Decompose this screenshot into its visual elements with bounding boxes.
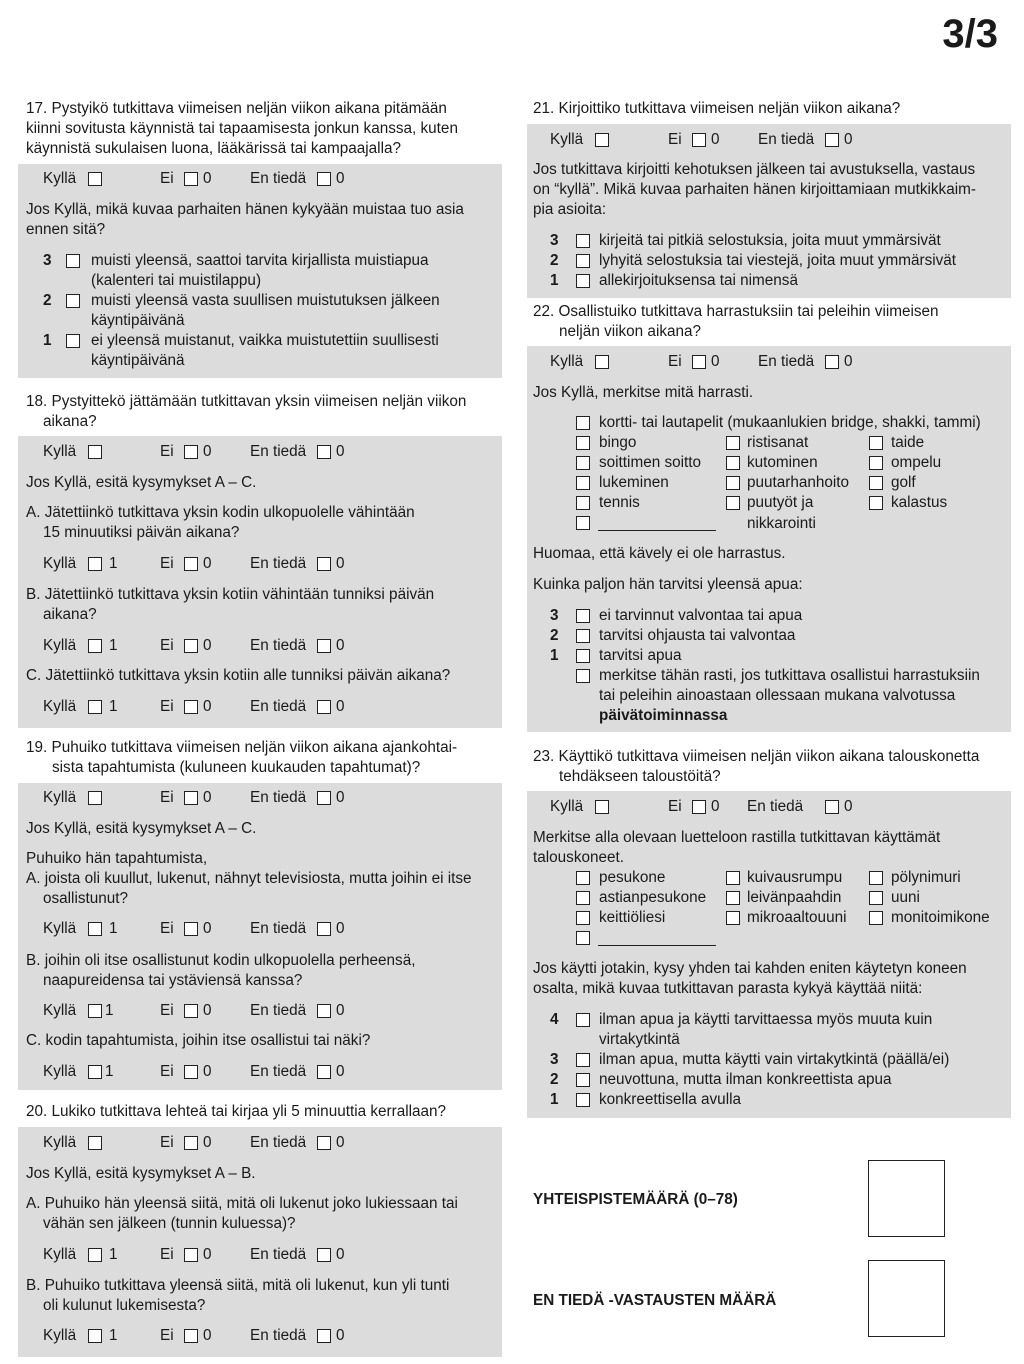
q21-no-score: 0 [711, 131, 720, 148]
q17-line1: 17. Pystyikö tutkittava viimeisen neljän viikon aikana pitämään [26, 100, 447, 117]
q19b-yes-checkbox[interactable] [88, 1004, 102, 1018]
q20a-no-score: 0 [203, 1246, 212, 1263]
q17-no-checkbox[interactable] [184, 172, 198, 186]
hobby-tennis-label: tennis [599, 494, 640, 511]
q23-option4-line1: ilman apua ja käytti tarvittaessa myös muuta kuin [599, 1011, 933, 1028]
q19a-yes-score: 1 [109, 920, 118, 937]
q22-dontknow-checkbox[interactable] [825, 355, 839, 369]
appliance-stove-label: keittiöliesi [599, 909, 666, 926]
q19-dontknow-label: En tiedä [250, 789, 307, 806]
appliance-robot-label: monitoimikone [891, 909, 990, 926]
q23-dontknow-checkbox[interactable] [825, 800, 839, 814]
q22-option2-checkbox[interactable] [576, 629, 590, 643]
q22-yes-label: Kyllä [550, 353, 584, 370]
hobby-cards-checkbox[interactable] [576, 416, 590, 430]
q19b-yes-score: 1 [105, 1002, 114, 1019]
q19-no-score: 0 [203, 789, 212, 806]
q17-dontknow-score: 0 [336, 170, 345, 187]
q20b-dontknow-score: 0 [336, 1327, 345, 1344]
q19-c-line1: C. kodin tapahtumista, joihin itse osallistui tai näki? [26, 1032, 371, 1049]
appliance-washer-checkbox[interactable] [576, 871, 590, 885]
q23-option4-line2: virtakytkintä [599, 1031, 680, 1048]
appliance-other-field[interactable] [598, 945, 716, 946]
q19-line2: sista tapahtumista (kuluneen kuukauden tapahtumat)? [52, 759, 421, 776]
q21-followup-line1: Jos tutkittava kirjoitti kehotuksen jälkeen tai avustuksella, vastaus [533, 161, 976, 178]
q19a-yes-label: Kyllä [43, 920, 77, 937]
q17-option1-line1: ei yleensä muistanut, vaikka muistutettiin suullisesti [91, 332, 439, 349]
q20-a-line1: A. Puhuiko hän yleensä siitä, mitä oli lukenut joko lukiessaan tai [26, 1195, 458, 1212]
hobby-crossword-checkbox[interactable] [726, 436, 740, 450]
q17-option3-line1: muisti yleensä, saattoi tarvita kirjallista muistiapua [91, 252, 429, 269]
hobby-reading-checkbox[interactable] [576, 476, 590, 490]
q20a-dontknow-score: 0 [336, 1246, 345, 1263]
q23-option1-checkbox[interactable] [576, 1093, 590, 1107]
q21-yes-label: Kyllä [550, 131, 584, 148]
q21-yes-checkbox[interactable] [595, 133, 609, 147]
q19c-no-checkbox[interactable] [184, 1065, 198, 1079]
q23-option2-label: neuvottuna, mutta ilman konkreettista apua [599, 1071, 892, 1088]
q18c-dontknow-checkbox[interactable] [317, 700, 331, 714]
q23-line2: tehdäkseen taloustöitä? [559, 768, 721, 785]
q20a-yes-score: 1 [109, 1246, 118, 1263]
q17-yes-label: Kyllä [43, 170, 77, 187]
hobby-cards-label: kortti- tai lautapelit (mukaanlukien bridge, shakki, tammi) [599, 414, 981, 431]
q22-no-checkbox[interactable] [692, 355, 706, 369]
q18a-yes-checkbox[interactable] [88, 557, 102, 571]
q21-dontknow-label: En tiedä [758, 131, 815, 148]
q18a-no-checkbox[interactable] [184, 557, 198, 571]
q19b-dontknow-label: En tiedä [250, 1002, 307, 1019]
q22-dontknow-score: 0 [844, 353, 853, 370]
appliance-robot-checkbox[interactable] [869, 911, 883, 925]
q23-no-checkbox[interactable] [692, 800, 706, 814]
q18b-no-label: Ei [160, 637, 174, 654]
q20-line1: 20. Lukiko tutkittava lehteä tai kirjaa yli 5 minuuttia kerrallaan? [26, 1103, 447, 1120]
q22-option1-checkbox[interactable] [576, 649, 590, 663]
q21-followup-line2: on “kyllä”. Mikä kuvaa parhaiten hänen kirjoittamiaan mutkikkaim- [533, 181, 976, 198]
q19-intro: Puhuiko hän tapahtumista, [26, 850, 208, 867]
q20-no-label: Ei [160, 1134, 174, 1151]
appliance-oven-checkbox[interactable] [869, 891, 883, 905]
q18b-dontknow-score: 0 [336, 637, 345, 654]
q21-no-checkbox[interactable] [692, 133, 706, 147]
q23-followup-line2: talouskoneet. [533, 849, 624, 866]
q18b-dontknow-label: En tiedä [250, 637, 307, 654]
q20a-yes-label: Kyllä [43, 1246, 77, 1263]
q17-no-score: 0 [203, 170, 212, 187]
q22-line1: 22. Osallistuiko tutkittava harrastuksiin tai peleihin viimeisen [533, 303, 939, 320]
q18-line2: aikana? [43, 413, 97, 430]
q19c-no-score: 0 [203, 1063, 212, 1080]
q20-a-line2: vähän sen jälkeen (tunnin kuluessa)? [43, 1215, 296, 1232]
q17-no-label: Ei [160, 170, 174, 187]
q18c-no-checkbox[interactable] [184, 700, 198, 714]
appliance-oven-label: uuni [891, 889, 920, 906]
q22-supervised-line2: tai peleihin ainoastaan ollessaan mukana valvotussa [599, 687, 956, 704]
hobby-sewing-label: ompelu [891, 454, 942, 471]
q22-option3-checkbox[interactable] [576, 609, 590, 623]
appliance-stove-checkbox[interactable] [576, 911, 590, 925]
q21-line1: 21. Kirjoittiko tutkittava viimeisen neljän viikon aikana? [533, 100, 901, 117]
q17-option1-checkbox[interactable] [66, 334, 80, 348]
hobby-crossword-label: ristisanat [747, 434, 809, 451]
hobby-woodwork-checkbox[interactable] [726, 496, 740, 510]
q20a-no-label: Ei [160, 1246, 174, 1263]
q18b-yes-checkbox[interactable] [88, 639, 102, 653]
q20-b-line2: oli kulunut lukemisesta? [43, 1297, 206, 1314]
appliance-toaster-label: leivänpaahdin [747, 889, 842, 906]
q18c-yes-checkbox[interactable] [88, 700, 102, 714]
q20b-no-label: Ei [160, 1327, 174, 1344]
appliance-dryer-label: kuivausrumpu [747, 869, 843, 886]
q20b-yes-label: Kyllä [43, 1327, 77, 1344]
q19b-no-score: 0 [203, 1002, 212, 1019]
q18a-yes-label: Kyllä [43, 555, 77, 572]
q20-dontknow-label: En tiedä [250, 1134, 307, 1151]
q20b-dontknow-label: En tiedä [250, 1327, 307, 1344]
hobby-fishing-label: kalastus [891, 494, 948, 511]
q19a-no-score: 0 [203, 920, 212, 937]
q17-line2: kiinni sovitusta käynnistä tai tapaamisesta jonkun kanssa, kuten [26, 120, 458, 137]
appliance-washer-label: pesukone [599, 869, 666, 886]
q19c-dontknow-checkbox[interactable] [317, 1065, 331, 1079]
q23-line1: 23. Käyttikö tutkittava viimeisen neljän viikon aikana talouskonetta [533, 748, 980, 765]
q18-no-score: 0 [203, 443, 212, 460]
dontknow-count-label: EN TIEDÄ -VASTAUSTEN MÄÄRÄ [533, 1292, 777, 1309]
q20-yes-checkbox[interactable] [88, 1136, 102, 1150]
q23-option4-checkbox[interactable] [576, 1013, 590, 1027]
q18b-yes-label: Kyllä [43, 637, 77, 654]
q19c-yes-score: 1 [105, 1063, 114, 1080]
q17-option2-checkbox[interactable] [66, 294, 80, 308]
q18a-yes-score: 1 [109, 555, 118, 572]
total-score-box[interactable] [868, 1160, 945, 1237]
q22-supervised-line3: päivätoiminnassa [599, 707, 728, 724]
q17-dontknow-label: En tiedä [250, 170, 307, 187]
q22-yes-checkbox[interactable] [595, 355, 609, 369]
q23-dontknow-score: 0 [844, 798, 853, 815]
q19a-yes-checkbox[interactable] [88, 922, 102, 936]
q19b-dontknow-score: 0 [336, 1002, 345, 1019]
hobby-tennis-checkbox[interactable] [576, 496, 590, 510]
q23-guidance-line1: Jos käytti jotakin, kysy yhden tai kahden eniten käytetyn koneen [533, 960, 967, 977]
hobby-garden-label: puutarhanhoito [747, 474, 850, 491]
hobby-woodwork-label2: nikkarointi [747, 515, 816, 532]
q17-dontknow-checkbox[interactable] [317, 172, 331, 186]
q18-ifyes: Jos Kyllä, esitä kysymykset A – C. [26, 474, 257, 491]
q21-dontknow-score: 0 [844, 131, 853, 148]
q19a-no-checkbox[interactable] [184, 922, 198, 936]
hobby-golf-label: golf [891, 474, 916, 491]
q19-a-line1: A. joista oli kuullut, lukenut, nähnyt televisiosta, mutta joihin ei itse [26, 870, 472, 887]
q22-ifyes: Jos Kyllä, merkitse mitä harrasti. [533, 384, 754, 401]
q20a-dontknow-checkbox[interactable] [317, 1248, 331, 1262]
q18a-dontknow-checkbox[interactable] [317, 557, 331, 571]
total-score-label: YHTEISPISTEMÄÄRÄ (0–78) [533, 1191, 738, 1208]
q18-no-checkbox[interactable] [184, 445, 198, 459]
hobby-woodwork-label1: puutyöt ja [747, 494, 814, 511]
q17-line3: käynnistä sukulaisen luona, lääkärissä tai kampaajalla? [26, 140, 401, 157]
q19-ifyes: Jos Kyllä, esitä kysymykset A – C. [26, 820, 257, 837]
q20a-yes-checkbox[interactable] [88, 1248, 102, 1262]
q22-no-score: 0 [711, 353, 720, 370]
q23-yes-label: Kyllä [550, 798, 584, 815]
hobby-sewing-checkbox[interactable] [869, 456, 883, 470]
q20-no-score: 0 [203, 1134, 212, 1151]
q17-followup-line1: Jos Kyllä, mikä kuvaa parhaiten hänen kykyään muistaa tuo asia [26, 201, 464, 218]
q22-supervised-line1: merkitse tähän rasti, jos tutkittava osallistui harrastuksiin [599, 667, 980, 684]
q18c-yes-label: Kyllä [43, 698, 77, 715]
q22-help-question: Kuinka paljon hän tarvitsi yleensä apua: [533, 576, 803, 593]
q18-dontknow-checkbox[interactable] [317, 445, 331, 459]
dontknow-count-box[interactable] [868, 1260, 945, 1337]
hobby-music-label: soittimen soitto [599, 454, 702, 471]
q21-option1-label: allekirjoituksensa tai nimensä [599, 272, 798, 289]
q18-yes-checkbox[interactable] [88, 445, 102, 459]
q18-c-line1: C. Jätettiinkö tutkittava yksin kotiin alle tunniksi päivän aikana? [26, 667, 451, 684]
appliance-other-checkbox[interactable] [576, 931, 590, 945]
q19a-dontknow-label: En tiedä [250, 920, 307, 937]
q19-no-checkbox[interactable] [184, 791, 198, 805]
q19-yes-label: Kyllä [43, 789, 77, 806]
q21-option3-checkbox[interactable] [576, 234, 590, 248]
q21-no-label: Ei [668, 131, 682, 148]
hobby-garden-checkbox[interactable] [726, 476, 740, 490]
q18c-no-label: Ei [160, 698, 174, 715]
q22-option2-label: tarvitsi ohjausta tai valvontaa [599, 627, 796, 644]
appliance-vacuum-label: pölynimuri [891, 869, 961, 886]
appliance-dishwasher-checkbox[interactable] [576, 891, 590, 905]
q19b-no-label: Ei [160, 1002, 174, 1019]
q20-b-line1: B. Puhuiko tutkittava yleensä siitä, mitä oli lukenut, kun yli tunti [26, 1277, 450, 1294]
q19c-yes-label: Kyllä [43, 1063, 77, 1080]
q21-dontknow-checkbox[interactable] [825, 133, 839, 147]
q21-option2-label: lyhyitä selostuksia tai viestejä, joita muut ymmärsivät [599, 252, 957, 269]
hobby-other-field[interactable] [598, 530, 716, 531]
q17-option2-line2: käyntipäivänä [91, 312, 185, 329]
q22-note: Huomaa, että kävely ei ole harrastus. [533, 545, 786, 562]
q18a-no-score: 0 [203, 555, 212, 572]
q19-a-line2: osallistunut? [43, 890, 129, 907]
q22-option1-label: tarvitsi apua [599, 647, 682, 664]
q19-dontknow-checkbox[interactable] [317, 791, 331, 805]
q18a-dontknow-label: En tiedä [250, 555, 307, 572]
q22-line2: neljän viikon aikana? [559, 323, 702, 340]
q19a-dontknow-score: 0 [336, 920, 345, 937]
q18c-dontknow-label: En tiedä [250, 698, 307, 715]
q18-dontknow-score: 0 [336, 443, 345, 460]
q19-b-line2: naapureidensa tai ystäviensä kanssa? [43, 972, 303, 989]
q18-dontknow-label: En tiedä [250, 443, 307, 460]
q19b-no-checkbox[interactable] [184, 1004, 198, 1018]
hobby-fishing-checkbox[interactable] [869, 496, 883, 510]
q18a-no-label: Ei [160, 555, 174, 572]
q18-no-label: Ei [160, 443, 174, 460]
q18a-dontknow-score: 0 [336, 555, 345, 572]
appliance-toaster-checkbox[interactable] [726, 891, 740, 905]
q23-option2-checkbox[interactable] [576, 1073, 590, 1087]
q20-dontknow-checkbox[interactable] [317, 1136, 331, 1150]
q19b-dontknow-checkbox[interactable] [317, 1004, 331, 1018]
q21-option2-checkbox[interactable] [576, 254, 590, 268]
q23-dontknow-label: En tiedä [747, 798, 804, 815]
q19b-yes-label: Kyllä [43, 1002, 77, 1019]
q17-option1-line2: käyntipäivänä [91, 352, 185, 369]
q19-line1: 19. Puhuiko tutkittava viimeisen neljän viikon aikana ajankohtai- [26, 739, 458, 756]
q18b-no-score: 0 [203, 637, 212, 654]
q20-ifyes: Jos Kyllä, esitä kysymykset A – B. [26, 1165, 256, 1182]
appliance-microwave-checkbox[interactable] [726, 911, 740, 925]
q17-option3-checkbox[interactable] [66, 254, 80, 268]
q19-no-label: Ei [160, 789, 174, 806]
q18c-no-score: 0 [203, 698, 212, 715]
q23-no-label: Ei [668, 798, 682, 815]
q20b-yes-checkbox[interactable] [88, 1329, 102, 1343]
q19-dontknow-score: 0 [336, 789, 345, 806]
appliance-microwave-label: mikroaaltouuni [747, 909, 847, 926]
appliance-dishwasher-label: astianpesukone [599, 889, 707, 906]
q21-followup-line3: pia asioita: [533, 201, 607, 218]
q22-option3-label: ei tarvinnut valvontaa tai apua [599, 607, 803, 624]
hobby-art-label: taide [891, 434, 925, 451]
q17-followup-line2: ennen sitä? [26, 221, 106, 238]
q17-yes-checkbox[interactable] [88, 172, 102, 186]
hobby-knitting-checkbox[interactable] [726, 456, 740, 470]
q19c-dontknow-score: 0 [336, 1063, 345, 1080]
q18-a-line2: 15 minuutiksi päivän aikana? [43, 524, 240, 541]
q18b-yes-score: 1 [109, 637, 118, 654]
q20b-dontknow-checkbox[interactable] [317, 1329, 331, 1343]
q20a-no-checkbox[interactable] [184, 1248, 198, 1262]
q23-no-score: 0 [711, 798, 720, 815]
q21-option3-label: kirjeitä tai pitkiä selostuksia, joita muut ymmärsivät [599, 232, 941, 249]
q20-dontknow-score: 0 [336, 1134, 345, 1151]
q20b-yes-score: 1 [109, 1327, 118, 1344]
hobby-other-checkbox[interactable] [576, 516, 590, 530]
hobby-reading-label: lukeminen [599, 474, 669, 491]
q20a-dontknow-label: En tiedä [250, 1246, 307, 1263]
q19-b-line1: B. joihin oli itse osallistunut kodin ulkopuolella perheensä, [26, 952, 416, 969]
q19a-dontknow-checkbox[interactable] [317, 922, 331, 936]
hobby-bingo-label: bingo [599, 434, 637, 451]
q17-option2-line1: muisti yleensä vasta suullisen muistutuksen jälkeen [91, 292, 440, 309]
q18b-dontknow-checkbox[interactable] [317, 639, 331, 653]
q20-yes-label: Kyllä [43, 1134, 77, 1151]
q23-option3-label: ilman apua, mutta käytti vain virtakytkintä (päällä/ei) [599, 1051, 950, 1068]
q18-b-line1: B. Jätettiinkö tutkittava yksin kotiin vähintään tunniksi päivän [26, 586, 435, 603]
q21-option1-checkbox[interactable] [576, 274, 590, 288]
q18-line1: 18. Pystyittekö jättämään tutkittavan yksin viimeisen neljän viikon [26, 393, 467, 410]
q23-guidance-line2: osalta, mikä kuvaa tutkittavan parasta kykyä käyttää niitä: [533, 980, 923, 997]
q18c-yes-score: 1 [109, 698, 118, 715]
q23-option3-checkbox[interactable] [576, 1053, 590, 1067]
q22-dontknow-label: En tiedä [758, 353, 815, 370]
q19c-no-label: Ei [160, 1063, 174, 1080]
q20b-no-checkbox[interactable] [184, 1329, 198, 1343]
q23-yes-checkbox[interactable] [595, 800, 609, 814]
q18-a-line1: A. Jätettiinkö tutkittava yksin kodin ulkopuolelle vähintään [26, 504, 415, 521]
q19c-yes-checkbox[interactable] [88, 1065, 102, 1079]
q18-b-line2: aikana? [43, 606, 97, 623]
hobby-knitting-label: kutominen [747, 454, 818, 471]
q17-option3-line2: (kalenteri tai muistilappu) [91, 272, 262, 289]
page-number: 3/3 [942, 12, 998, 56]
hobby-music-checkbox[interactable] [576, 456, 590, 470]
q20-no-checkbox[interactable] [184, 1136, 198, 1150]
hobby-bingo-checkbox[interactable] [576, 436, 590, 450]
appliance-dryer-checkbox[interactable] [726, 871, 740, 885]
q18c-dontknow-score: 0 [336, 698, 345, 715]
q20b-no-score: 0 [203, 1327, 212, 1344]
q23-followup-line1: Merkitse alla olevaan luetteloon rastilla tutkittavan käyttämät [533, 829, 941, 846]
q18b-no-checkbox[interactable] [184, 639, 198, 653]
q19c-dontknow-label: En tiedä [250, 1063, 307, 1080]
q23-option1-label: konkreettisella avulla [599, 1091, 741, 1108]
hobby-golf-checkbox[interactable] [869, 476, 883, 490]
q18-yes-label: Kyllä [43, 443, 77, 460]
q19a-no-label: Ei [160, 920, 174, 937]
q22-supervised-checkbox[interactable] [576, 669, 590, 683]
appliance-vacuum-checkbox[interactable] [869, 871, 883, 885]
q19-yes-checkbox[interactable] [88, 791, 102, 805]
q22-no-label: Ei [668, 353, 682, 370]
hobby-art-checkbox[interactable] [869, 436, 883, 450]
